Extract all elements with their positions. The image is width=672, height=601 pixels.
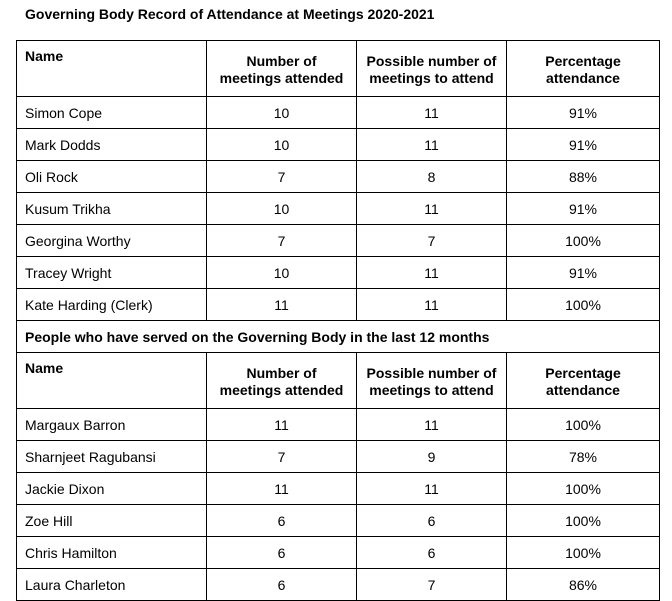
meetings-possible: 11 <box>357 193 507 225</box>
table-row <box>17 537 660 569</box>
meetings-possible: 11 <box>357 473 507 505</box>
member-name: Jackie Dixon <box>17 473 207 505</box>
table-row <box>17 161 660 193</box>
column-header-attended-line-2: meetings attended <box>219 69 344 86</box>
attendance-percentage: 91% <box>507 193 660 225</box>
attendance-table <box>16 40 660 601</box>
column-header-name: Name <box>17 41 207 97</box>
table-row <box>17 409 660 441</box>
member-name: Tracey Wright <box>17 257 207 289</box>
meetings-possible: 11 <box>357 257 507 289</box>
past-members-section-title: People who have served on the Governing Body in the last 12 months <box>17 321 660 353</box>
column-header-possible <box>357 41 507 97</box>
column-header-possible-line-2: meetings to attend <box>369 69 494 86</box>
table-row <box>17 441 660 473</box>
attendance-percentage: 91% <box>507 129 660 161</box>
member-name: Simon Cope <box>17 97 207 129</box>
meetings-attended: 10 <box>207 193 357 225</box>
table-row <box>17 225 660 257</box>
member-name: Mark Dodds <box>17 129 207 161</box>
member-name: Sharnjeet Ragubansi <box>17 441 207 473</box>
column-header-possible-line-1: Possible number of <box>366 52 497 69</box>
column-header-percentage-line-1: Percentage <box>545 364 621 381</box>
attendance-percentage: 100% <box>507 409 660 441</box>
column-header-attended <box>207 41 357 97</box>
attendance-percentage: 100% <box>507 225 660 257</box>
meetings-possible: 11 <box>357 97 507 129</box>
attendance-percentage: 100% <box>507 289 660 321</box>
meetings-possible: 7 <box>357 569 507 601</box>
attendance-percentage: 100% <box>507 537 660 569</box>
attendance-percentage: 88% <box>507 161 660 193</box>
meetings-attended: 10 <box>207 97 357 129</box>
column-header-possible-line-1: Possible number of <box>366 364 497 381</box>
meetings-possible: 11 <box>357 289 507 321</box>
member-name: Margaux Barron <box>17 409 207 441</box>
member-name: Chris Hamilton <box>17 537 207 569</box>
table-row <box>17 257 660 289</box>
attendance-percentage: 100% <box>507 505 660 537</box>
meetings-attended: 7 <box>207 441 357 473</box>
meetings-attended: 6 <box>207 569 357 601</box>
meetings-possible: 11 <box>357 409 507 441</box>
document-title: Governing Body Record of Attendance at Meetings 2020-2021 <box>25 6 435 22</box>
meetings-possible: 11 <box>357 129 507 161</box>
attendance-table-body <box>17 41 660 601</box>
column-header-percentage <box>507 353 660 409</box>
table-row <box>17 193 660 225</box>
column-header-percentage-line-1: Percentage <box>545 52 621 69</box>
attendance-percentage: 100% <box>507 473 660 505</box>
attendance-percentage: 91% <box>507 257 660 289</box>
table-row <box>17 473 660 505</box>
meetings-attended: 6 <box>207 505 357 537</box>
column-header-attended-line-1: Number of <box>246 52 317 69</box>
meetings-attended: 7 <box>207 225 357 257</box>
member-name: Kate Harding (Clerk) <box>17 289 207 321</box>
table-row <box>17 97 660 129</box>
table-row <box>17 289 660 321</box>
table-row <box>17 569 660 601</box>
attendance-percentage: 78% <box>507 441 660 473</box>
table-row <box>17 129 660 161</box>
current-members-header-row <box>17 41 660 97</box>
meetings-attended: 7 <box>207 161 357 193</box>
column-header-percentage-line-2: attendance <box>546 381 620 398</box>
meetings-attended: 6 <box>207 537 357 569</box>
attendance-percentage: 91% <box>507 97 660 129</box>
meetings-attended: 11 <box>207 409 357 441</box>
member-name: Oli Rock <box>17 161 207 193</box>
member-name: Kusum Trikha <box>17 193 207 225</box>
meetings-possible: 7 <box>357 225 507 257</box>
meetings-attended: 10 <box>207 257 357 289</box>
column-header-possible-line-2: meetings to attend <box>369 381 494 398</box>
meetings-possible: 6 <box>357 537 507 569</box>
member-name: Georgina Worthy <box>17 225 207 257</box>
meetings-possible: 6 <box>357 505 507 537</box>
column-header-attended-line-1: Number of <box>246 364 317 381</box>
meetings-attended: 11 <box>207 289 357 321</box>
meetings-possible: 9 <box>357 441 507 473</box>
meetings-attended: 10 <box>207 129 357 161</box>
attendance-percentage: 86% <box>507 569 660 601</box>
column-header-possible <box>357 353 507 409</box>
column-header-name: Name <box>17 353 207 409</box>
member-name: Zoe Hill <box>17 505 207 537</box>
member-name: Laura Charleton <box>17 569 207 601</box>
column-header-attended <box>207 353 357 409</box>
meetings-attended: 11 <box>207 473 357 505</box>
column-header-percentage-line-2: attendance <box>546 69 620 86</box>
past-members-section-row <box>17 321 660 353</box>
past-members-header-row <box>17 353 660 409</box>
column-header-attended-line-2: meetings attended <box>219 381 344 398</box>
table-row <box>17 505 660 537</box>
meetings-possible: 8 <box>357 161 507 193</box>
column-header-percentage <box>507 41 660 97</box>
